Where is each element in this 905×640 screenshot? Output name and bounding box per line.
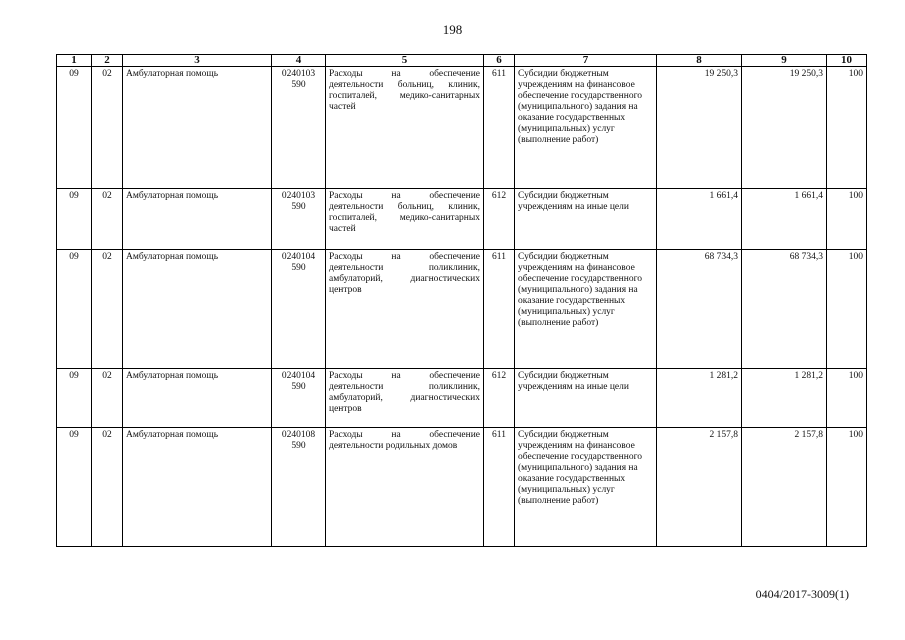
execution-percent: 100 [827,67,867,189]
expense-type-code: 611 [484,67,515,189]
target-article-code: 0240104 590 [272,250,326,369]
expense-type-code: 611 [484,428,515,547]
column-header: 8 [657,55,742,67]
executed-amount: 1 281,2 [742,369,827,428]
executed-amount: 68 734,3 [742,250,827,369]
column-header: 9 [742,55,827,67]
subsection-name: Амбулаторная помощь [123,250,272,369]
planned-amount: 68 734,3 [657,250,742,369]
column-header: 5 [326,55,484,67]
target-article-name: Расходы на обеспечение деятельности родильных домов [326,428,484,547]
subsection-code: 02 [92,189,123,250]
column-header: 4 [272,55,326,67]
table-row [57,369,867,428]
expense-type-name: Субсидии бюджетным учреждениям на иные цели [515,369,657,428]
section-code: 09 [57,428,92,547]
execution-percent: 100 [827,369,867,428]
target-article-code: 0240103 590 [272,189,326,250]
table-row [57,189,867,250]
expense-type-code: 612 [484,189,515,250]
planned-amount: 1 281,2 [657,369,742,428]
column-header: 2 [92,55,123,67]
subsection-code: 02 [92,428,123,547]
column-header: 3 [123,55,272,67]
table-row [57,250,867,369]
section-code: 09 [57,250,92,369]
section-code: 09 [57,189,92,250]
execution-percent: 100 [827,428,867,547]
planned-amount: 2 157,8 [657,428,742,547]
target-article-name: Расходы на обеспечение деятельности поликлиник, амбулаторий, диагностических центров [326,369,484,428]
expense-type-name: Субсидии бюджетным учреждениям на финансовое обеспечение государственного (муниципального) задания на оказание государственных (муниципальных) услуг (выполнение работ) [515,250,657,369]
subsection-name: Амбулаторная помощь [123,428,272,547]
planned-amount: 1 661,4 [657,189,742,250]
subsection-code: 02 [92,250,123,369]
section-code: 09 [57,369,92,428]
executed-amount: 2 157,8 [742,428,827,547]
target-article-name: Расходы на обеспечение деятельности больниц, клиник, госпиталей, медико-санитарных частей [326,189,484,250]
expense-type-name: Субсидии бюджетным учреждениям на иные цели [515,189,657,250]
column-header: 7 [515,55,657,67]
subsection-code: 02 [92,67,123,189]
subsection-name: Амбулаторная помощь [123,67,272,189]
target-article-code: 0240108 590 [272,428,326,547]
target-article-name: Расходы на обеспечение деятельности поликлиник, амбулаторий, диагностических центров [326,250,484,369]
subsection-name: Амбулаторная помощь [123,369,272,428]
table-row [57,67,867,189]
page-number: 198 [442,22,463,37]
target-article-name: Расходы на обеспечение деятельности больниц, клиник, госпиталей, медико-санитарных частей [326,67,484,189]
subsection-code: 02 [92,369,123,428]
expense-type-name: Субсидии бюджетным учреждениям на финансовое обеспечение государственного (муниципального) задания на оказание государственных (муниципальных) услуг (выполнение работ) [515,428,657,547]
target-article-code: 0240103 590 [272,67,326,189]
execution-percent: 100 [827,250,867,369]
section-code: 09 [57,67,92,189]
planned-amount: 19 250,3 [657,67,742,189]
column-header: 10 [827,55,867,67]
budget-table [56,54,867,547]
expense-type-code: 611 [484,250,515,369]
document-code: 0404/2017-3009(1) [755,587,849,601]
expense-type-name: Субсидии бюджетным учреждениям на финансовое обеспечение государственного (муниципального) задания на оказание государственных (муниципальных) услуг (выполнение работ) [515,67,657,189]
column-header: 1 [57,55,92,67]
column-header: 6 [484,55,515,67]
subsection-name: Амбулаторная помощь [123,189,272,250]
expense-type-code: 612 [484,369,515,428]
table-row [57,428,867,547]
table-header-row [57,55,867,67]
target-article-code: 0240104 590 [272,369,326,428]
execution-percent: 100 [827,189,867,250]
executed-amount: 19 250,3 [742,67,827,189]
executed-amount: 1 661,4 [742,189,827,250]
